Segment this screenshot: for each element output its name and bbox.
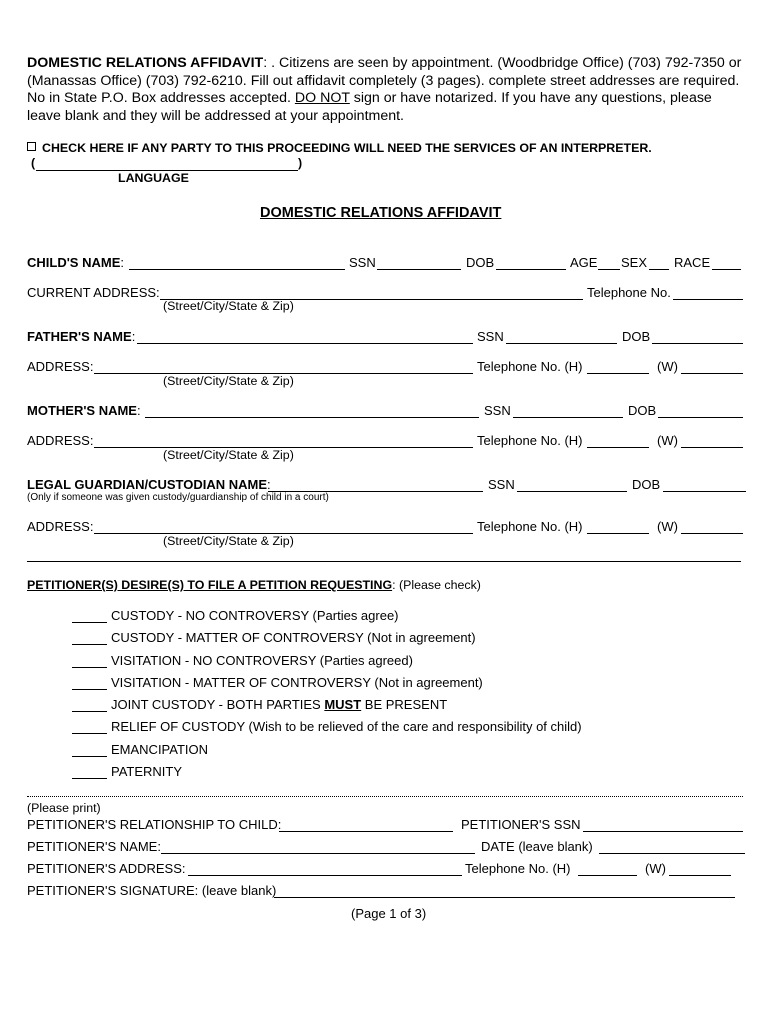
guardian-address-hint: (Street/City/State & Zip) <box>163 534 294 548</box>
interpreter-label: CHECK HERE IF ANY PARTY TO THIS PROCEEDING WILL NEED THE SERVICES OF AN INTERPRETER. <box>42 141 652 155</box>
petitioner-address-field[interactable] <box>188 875 462 876</box>
father-ssn-field[interactable] <box>506 343 617 344</box>
petitioner-date-field[interactable] <box>599 853 745 854</box>
language-label: LANGUAGE <box>118 171 189 185</box>
child-name-label: CHILD'S NAME <box>27 255 121 270</box>
interpreter-check-row <box>27 141 652 155</box>
intro-paragraph <box>27 55 747 125</box>
option-custody-controversy: CUSTODY - MATTER OF CONTROVERSY (Not in agreement) <box>111 630 476 645</box>
child-age-field[interactable] <box>598 269 620 270</box>
guardian-name-label: LEGAL GUARDIAN/CUSTODIAN NAME <box>27 477 268 492</box>
father-address-hint: (Street/City/State & Zip) <box>163 374 294 388</box>
option-custody-controversy-check[interactable] <box>72 644 107 645</box>
dotted-divider <box>27 796 743 797</box>
option-emancipation-check[interactable] <box>72 756 107 757</box>
guardian-telephone-label: Telephone No. (H) <box>477 519 583 534</box>
father-dob-field[interactable] <box>652 343 743 344</box>
mother-name-label: MOTHER'S NAME <box>27 403 137 418</box>
intro-do-not: DO NOT <box>294 90 350 106</box>
mother-address-label: ADDRESS: <box>27 433 94 448</box>
petition-heading-wrap <box>27 578 481 592</box>
option-joint-custody-must: MUST <box>324 697 362 712</box>
mother-name-colon: : <box>136 403 141 418</box>
child-telephone-field[interactable] <box>673 299 743 300</box>
option-visitation-no-controversy-check[interactable] <box>72 667 107 668</box>
section-divider <box>27 561 741 562</box>
petitioner-work-phone-field[interactable] <box>669 875 731 876</box>
petitioner-ssn-field[interactable] <box>583 831 743 832</box>
father-ssn-label: SSN <box>477 329 504 344</box>
child-ssn-field[interactable] <box>377 269 461 270</box>
father-work-phone-field[interactable] <box>681 373 743 374</box>
option-relief-of-custody-check[interactable] <box>72 733 107 734</box>
child-ssn-label: SSN <box>349 255 376 270</box>
petitioner-ssn-label: PETITIONER'S SSN <box>461 817 581 832</box>
mother-dob-field[interactable] <box>658 417 743 418</box>
page-number: (Page 1 of 3) <box>351 906 427 921</box>
option-visitation-controversy: VISITATION - MATTER OF CONTROVERSY (Not in agreement) <box>111 675 483 690</box>
father-address-label: ADDRESS: <box>27 359 94 374</box>
option-custody-no-controversy: CUSTODY - NO CONTROVERSY (Parties agree) <box>111 608 399 623</box>
mother-work-label: (W) <box>657 433 678 448</box>
father-name-label: FATHER'S NAME <box>27 329 132 344</box>
father-telephone-label: Telephone No. (H) <box>477 359 583 374</box>
father-name-colon: : <box>131 329 136 344</box>
petitioner-date-label: DATE (leave blank) <box>481 839 593 854</box>
guardian-work-label: (W) <box>657 519 678 534</box>
guardian-note: (Only if someone was given custody/guardianship of child in a court) <box>27 492 329 503</box>
mother-ssn-label: SSN <box>484 403 511 418</box>
mother-name-label-wrap <box>27 403 141 418</box>
child-telephone-label: Telephone No. <box>587 285 671 300</box>
mother-work-phone-field[interactable] <box>681 447 743 448</box>
option-joint-custody-check[interactable] <box>72 711 107 712</box>
mother-dob-label: DOB <box>628 403 657 418</box>
father-name-field[interactable] <box>137 343 473 344</box>
father-dob-label: DOB <box>622 329 651 344</box>
intro-title: DOMESTIC RELATIONS AFFIDAVIT <box>27 55 264 71</box>
child-address-label: CURRENT ADDRESS: <box>27 285 160 300</box>
mother-ssn-field[interactable] <box>513 417 623 418</box>
guardian-ssn-field[interactable] <box>517 491 627 492</box>
option-paternity: PATERNITY <box>111 764 183 779</box>
petitioner-signature-label: PETITIONER'S SIGNATURE: (leave blank) <box>27 883 277 898</box>
mother-address-hint: (Street/City/State & Zip) <box>163 448 294 462</box>
child-address-hint: (Street/City/State & Zip) <box>163 299 294 313</box>
petitioner-signature-field[interactable] <box>274 897 735 898</box>
petitioner-address-label: PETITIONER'S ADDRESS: <box>27 861 186 876</box>
petitioner-home-phone-field[interactable] <box>578 875 637 876</box>
child-dob-label: DOB <box>466 255 495 270</box>
child-sex-label: SEX <box>621 255 648 270</box>
petition-heading-suffix: : (Please check) <box>392 578 481 592</box>
guardian-address-label: ADDRESS: <box>27 519 94 534</box>
interpreter-checkbox[interactable] <box>27 142 36 151</box>
option-paternity-check[interactable] <box>72 778 107 779</box>
guardian-name-colon: : <box>267 477 271 492</box>
child-dob-field[interactable] <box>496 269 566 270</box>
guardian-ssn-label: SSN <box>488 477 515 492</box>
option-visitation-no-controversy: VISITATION - NO CONTROVERSY (Parties agreed) <box>111 653 413 668</box>
petitioner-relationship-field[interactable] <box>279 831 453 832</box>
option-emancipation: EMANCIPATION <box>111 742 209 757</box>
petitioner-name-field[interactable] <box>161 853 475 854</box>
form-title: DOMESTIC RELATIONS AFFIDAVIT <box>260 205 502 221</box>
child-name-field[interactable] <box>129 269 345 270</box>
child-name-label-wrap <box>27 255 124 270</box>
child-race-label: RACE <box>674 255 711 270</box>
father-work-label: (W) <box>657 359 678 374</box>
intro-text: : . Citizens are seen by appointment. (Woodbridge Office) (703) 792-7350 or (Manassas Office) (703) 792-6210. Fill out affidavit completely (3 pages). complete street addresses are required. No in State P.O. Box addresses accepted. <box>27 55 742 106</box>
option-visitation-controversy-check[interactable] <box>72 689 107 690</box>
guardian-name-label-wrap <box>27 477 271 492</box>
petitioner-name-label: PETITIONER'S NAME: <box>27 839 161 854</box>
guardian-work-phone-field[interactable] <box>681 533 743 534</box>
mother-telephone-label: Telephone No. (H) <box>477 433 583 448</box>
child-race-field[interactable] <box>712 269 741 270</box>
interpreter-close-paren: ) <box>298 156 303 170</box>
intro-text-2: sign or have notarized. If you have any questions, please leave blank and they will be addressed at your appointment. <box>27 90 712 124</box>
option-relief-of-custody: RELIEF OF CUSTODY (Wish to be relieved of the care and responsibility of child) <box>111 719 582 734</box>
option-joint-custody <box>111 697 447 712</box>
mother-name-field[interactable] <box>145 417 479 418</box>
please-print-note: (Please print) <box>27 801 101 815</box>
interpreter-open-paren: ( <box>31 156 36 170</box>
guardian-dob-field[interactable] <box>663 491 746 492</box>
child-age-label: AGE <box>570 255 598 270</box>
guardian-home-phone-field[interactable] <box>587 533 649 534</box>
option-joint-custody-text: JOINT CUSTODY - BOTH PARTIES <box>111 697 325 712</box>
petitioner-relationship-label: PETITIONER'S RELATIONSHIP TO CHILD: <box>27 817 282 832</box>
petitioner-telephone-label: Telephone No. (H) <box>465 861 571 876</box>
child-name-colon: : <box>120 255 124 270</box>
petitioner-work-label: (W) <box>645 861 666 876</box>
father-name-label-wrap <box>27 329 135 344</box>
option-custody-no-controversy-check[interactable] <box>72 622 107 623</box>
option-joint-custody-suffix: BE PRESENT <box>361 697 448 712</box>
child-sex-field[interactable] <box>649 269 669 270</box>
guardian-dob-label: DOB <box>632 477 661 492</box>
mother-home-phone-field[interactable] <box>587 447 649 448</box>
petition-heading: PETITIONER(S) DESIRE(S) TO FILE A PETITION REQUESTING <box>27 578 393 592</box>
father-home-phone-field[interactable] <box>587 373 649 374</box>
